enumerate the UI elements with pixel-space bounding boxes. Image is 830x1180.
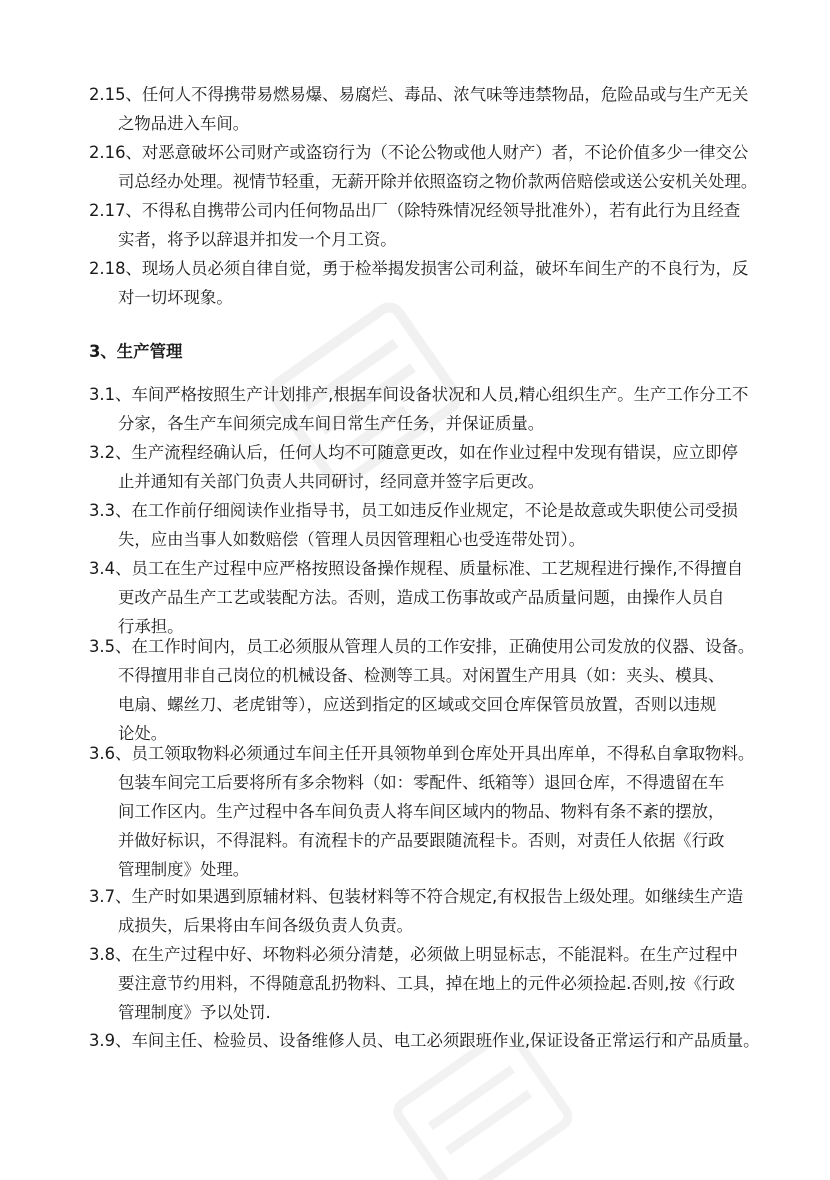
rule-text: 生产流程经确认后，任何人均不可随意更改，如在作业过程中发现有错误，应立即停 (131, 443, 738, 462)
rule-number: 2.18、 (89, 259, 142, 278)
rule-text: 在工作前仔细阅读作业指导书，员工如违反作业规定，不论是故意或失职使公司受损 (131, 501, 738, 520)
rule-text: 实者，将予以辞退并扣发一个月工资。 (118, 230, 397, 249)
rule-text: 包装车间完工后要将所有多余物料（如：零配件、纸箱等）退回仓库，不得遗留在车 (118, 773, 725, 792)
rule-2-15 (89, 80, 769, 138)
rule-text: 成损失，后果将由车间各级负责人负责。 (118, 916, 414, 935)
rule-text: 失，应由当事人如数赔偿（管理人员因管理粗心也受连带处罚）。 (118, 530, 586, 549)
rule-text: 生产时如果遇到原辅材料、包装材料等不符合规定,有权报告上级处理。如继续生产造 (131, 887, 744, 906)
rule-text: 车间主任、检验员、设备维修人员、电工必须跟班作业,保证设备正常运行和产品质量。 (131, 1031, 760, 1050)
rule-text: 员工在生产过程中应严格按照设备操作规程、质量标准、工艺规程进行操作,不得擅自 (131, 559, 744, 578)
rule-number: 3.5、 (89, 637, 132, 656)
rule-3-9 (89, 1026, 769, 1055)
rule-text: 行承担。 (118, 617, 184, 636)
rule-text: 并做好标识，不得混料。有流程卡的产品要跟随流程卡。否则，对责任人依据《行政 (118, 831, 725, 850)
rule-number: 2.15、 (89, 85, 142, 104)
rule-3-1 (89, 380, 769, 438)
rule-3-3 (89, 496, 769, 554)
rule-3-2 (89, 438, 769, 496)
rule-text: 管理制度》处理。 (118, 860, 250, 879)
rule-3-6 (89, 739, 769, 884)
rule-text: 对一切坏现象。 (118, 288, 233, 307)
rule-3-5 (89, 632, 769, 748)
rule-number: 3.8、 (89, 945, 132, 964)
rule-text: 现场人员必须自律自觉，勇于检举揭发损害公司利益，破坏车间生产的不良行为，反 (141, 259, 749, 278)
rule-text: 车间严格按照生产计划排产,根据车间设备状况和人员,精心组织生产。生产工作分工不 (131, 385, 749, 404)
rule-text: 要注意节约用料，不得随意乱扔物料、工具，掉在地上的元件必须捡起.否则,按《行政 (118, 974, 735, 993)
section-heading: 3、生产管理 (89, 342, 183, 361)
rule-number: 2.16、 (89, 143, 142, 162)
rule-text: 止并通知有关部门负责人共同研讨，经同意并签字后更改。 (118, 472, 545, 491)
rule-number: 3.4、 (89, 559, 132, 578)
rule-text: 在生产过程中好、坏物料必须分清楚，必须做上明显标志，不能混料。在生产过程中 (131, 945, 738, 964)
rule-number: 3.7、 (89, 887, 132, 906)
rule-text: 不得私自携带公司内任何物品出厂（除特殊情况经领导批准外），若有此行为且经查 (141, 201, 741, 220)
rule-number: 2.17、 (89, 201, 142, 220)
rule-3-4 (89, 554, 769, 641)
rule-text: 对恶意破坏公司财产或盗窃行为（不论公物或他人财产）者，不论价值多少一律交公 (141, 143, 749, 162)
rule-text: 分家，各生产车间须完成车间日常生产任务，并保证质量。 (118, 414, 545, 433)
rule-text: 之物品进入车间。 (118, 114, 250, 133)
rule-text: 管理制度》予以处罚. (118, 1003, 271, 1022)
rule-2-17 (89, 196, 769, 254)
rule-text: 论处。 (118, 724, 168, 743)
rule-number: 3.6、 (89, 744, 132, 763)
rule-2-18 (89, 254, 769, 312)
rule-text: 任何人不得携带易燃易爆、易腐烂、毒品、浓气味等违禁物品，危险品或与生产无关 (141, 85, 749, 104)
rule-number: 3.1、 (89, 385, 132, 404)
rule-number: 3.2、 (89, 443, 132, 462)
rule-text: 司总经办处理。视情节轻重，无薪开除并依照盗窃之物价款两倍赔偿或送公安机关处理。 (118, 172, 758, 191)
rule-text: 电扇、螺丝刀、老虎钳等），应送到指定的区域或交回仓库保管员放置，否则以违规 (118, 695, 717, 714)
rule-text: 更改产品生产工艺或装配方法。否则，造成工伤事故或产品质量问题，由操作人员自 (118, 588, 725, 607)
rule-number: 3.9、 (89, 1031, 132, 1050)
rule-text: 间工作区内。生产过程中各车间负责人将车间区域内的物品、物料有条不紊的摆放， (118, 802, 725, 821)
rule-3-7 (89, 882, 769, 940)
rule-number: 3.3、 (89, 501, 132, 520)
rule-3-8 (89, 940, 769, 1027)
rule-2-16 (89, 138, 769, 196)
rule-text: 员工领取物料必须通过车间主任开具领物单到仓库处开具出库单，不得私自拿取物料。 (131, 744, 755, 763)
rule-text: 不得擅用非自己岗位的机械设备、检测等工具。对闲置生产用具（如：夹头、模具、 (118, 666, 725, 685)
watermark-logo-bottom (380, 1040, 580, 1180)
rule-text: 在工作时间内，员工必须服从管理人员的工作安排，正确使用公司发放的仪器、设备。 (131, 637, 755, 656)
